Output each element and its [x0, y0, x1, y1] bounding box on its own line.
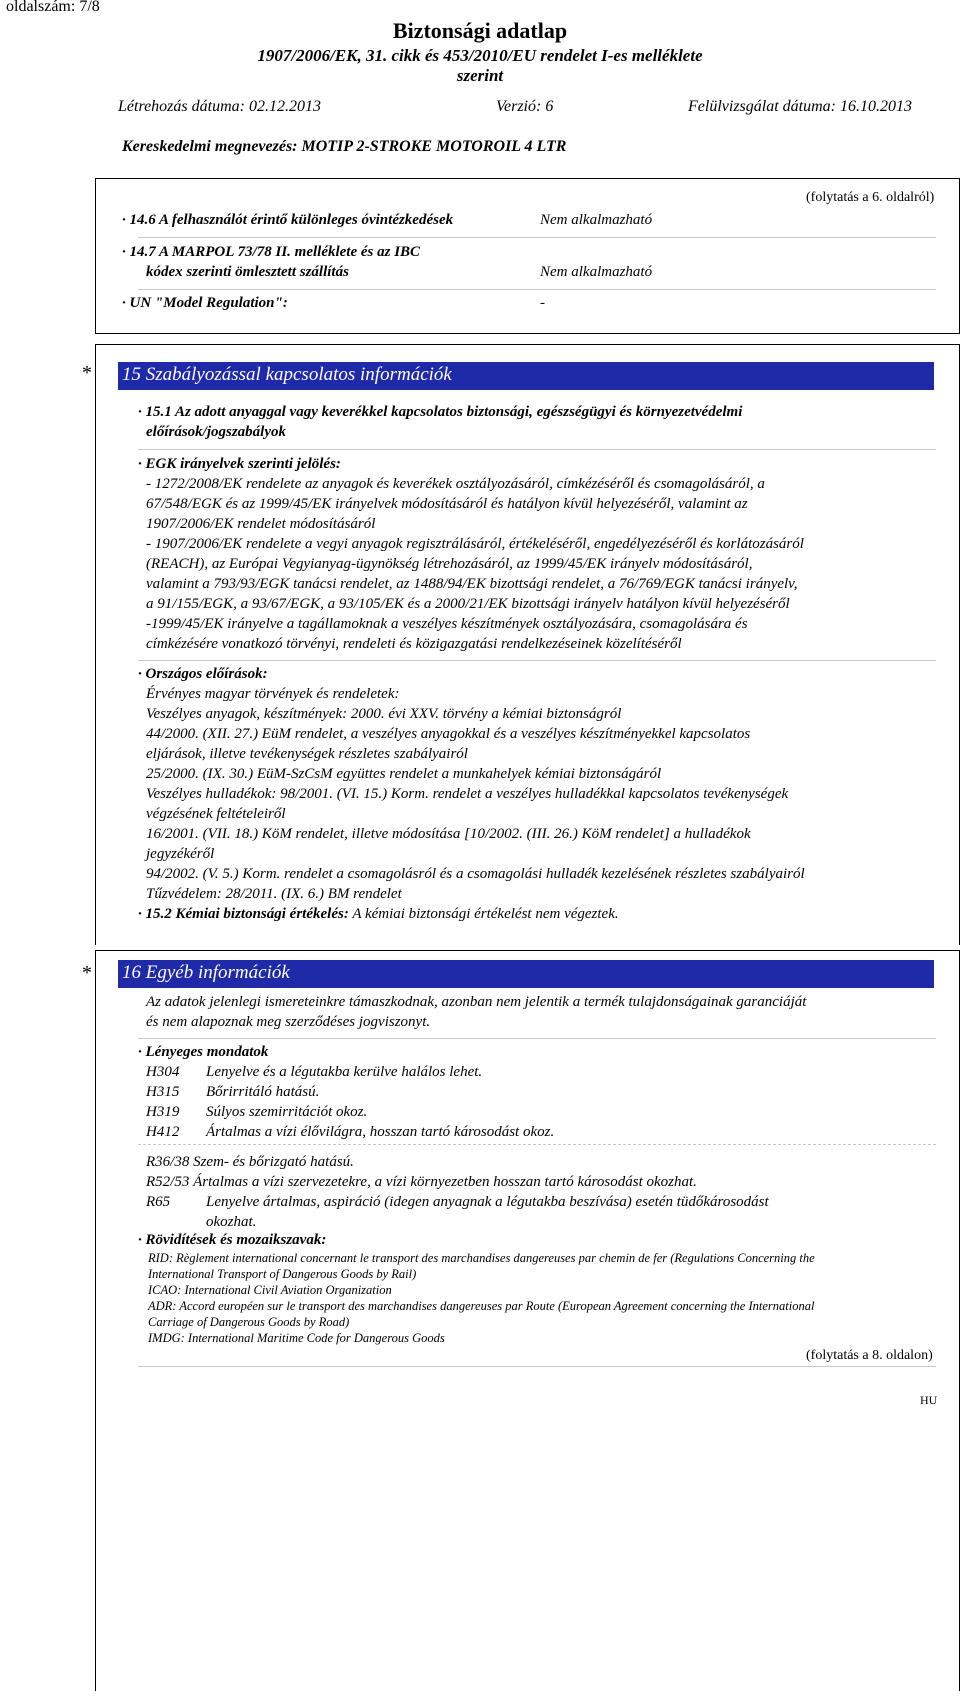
- changed-marker: *: [82, 962, 92, 984]
- phrase-code: H304: [146, 1064, 180, 1080]
- phrase-text: Bőrirritáló hatású.: [206, 1084, 320, 1100]
- divider: [138, 1038, 936, 1039]
- national-line: 25/2000. (IX. 30.) EüM-SzCsM együttes rendelet a munkahelyek kémiai biztonságáról: [146, 766, 662, 782]
- relevant-phrases-label: · Lényeges mondatok: [138, 1044, 269, 1060]
- national-regs-label: · Országos előírások:: [138, 666, 268, 682]
- row-14-7-label-2: kódex szerinti ömlesztett szállítás: [146, 264, 349, 280]
- national-line: Veszélyes anyagok, készítmények: 2000. évi XXV. törvény a kémiai biztonságról: [146, 706, 622, 722]
- divider: [138, 660, 936, 661]
- intro-line: Az adatok jelenlegi ismereteinkre támaszkodnak, azonban nem jelentik a termék tulajdonságainak garanciáját: [146, 994, 807, 1010]
- divider: [138, 289, 936, 290]
- r65-code: R65: [146, 1194, 171, 1210]
- r-phrase: R52/53 Ártalmas a vízi szervezetekre, a vízi környezetben hosszan tartó károsodást okozhat.: [146, 1174, 697, 1190]
- section16-heading-bar: [118, 960, 934, 988]
- version: Verzió: 6: [496, 98, 554, 115]
- national-line: eljárások, illetve tevékenységek részletes szabályairól: [146, 746, 468, 762]
- national-line: 44/2000. (XII. 27.) EüM rendelet, a veszélyes anyagokkal és a veszélyes készítményekkel kapcsolatos: [146, 726, 751, 742]
- divider: [138, 449, 936, 450]
- r65-text: okozhat.: [206, 1214, 257, 1230]
- r65-text: Lenyelve ártalmas, aspiráció (idegen anyagnak a légutakba beszívása) esetén tüdőkárosodást: [206, 1194, 769, 1210]
- document-title: Biztonsági adatlap: [392, 18, 568, 43]
- intro-line: és nem alapoznak meg szerződéses jogviszonyt.: [146, 1014, 431, 1030]
- phrase-text: Súlyos szemirritációt okoz.: [206, 1104, 368, 1120]
- eu-line: címkézésére vonatkozó törvényi, rendeleti és közigazgatási rendelkezéseinek közelítéséről: [146, 636, 682, 652]
- abbr-line: RID: Règlement international concernant le transport des marchandises dangereuses par chemin de fer (Regulations Concerning the: [148, 1251, 815, 1265]
- phrase-text: Ártalmas a vízi élővilágra, hosszan tartó károsodást okoz.: [206, 1124, 555, 1140]
- chemical-safety-row: [138, 906, 619, 923]
- national-line: Tűzvédelem: 28/2011. (IX. 6.) BM rendelet: [146, 886, 402, 902]
- eu-line: a 91/155/EGK, a 93/67/EGK, a 93/105/EK és a 2000/21/EK bizottsági irányelv hatályon kívül helyezéséről: [146, 596, 790, 612]
- row-14-6-value: Nem alkalmazható: [540, 212, 653, 228]
- row-14-6-label: [122, 212, 453, 229]
- abbr-line: ICAO: International Civil Aviation Organization: [148, 1283, 392, 1297]
- created-date: Létrehozás dátuma: 02.12.2013: [118, 98, 321, 115]
- section15-heading: 15 Szabályozással kapcsolatos információk: [122, 364, 452, 385]
- eu-line: 1907/2006/EK rendelet módosításáról: [146, 516, 376, 532]
- phrase-text: Lenyelve és a légutakba kerülve halálos lehet.: [206, 1064, 483, 1080]
- r-phrase: R36/38 Szem- és bőrizgató hatású.: [146, 1154, 354, 1170]
- language-code: HU: [920, 1393, 938, 1407]
- national-line: 16/2001. (VII. 18.) KöM rendelet, illetve módosítása [10/2002. (III. 26.) KöM rendelet] a hulladékok: [146, 826, 751, 842]
- row-14-7-label-1: · 14.7 A MARPOL 73/78 II. melléklete és az IBC: [122, 244, 421, 260]
- section15-heading-bar: [118, 362, 934, 390]
- un-model-value: -: [540, 295, 545, 311]
- national-line: Veszélyes hulladékok: 98/2001. (VI. 15.) Korm. rendelet a veszélyes hulladékkal kapcsolatos tevékenységek: [146, 786, 789, 802]
- national-line: Érvényes magyar törvények és rendeletek:: [146, 686, 400, 702]
- eu-line: 67/548/EGK és az 1999/45/EK irányelvek módosításáról és hatályon kívül helyezéséről, valamint az: [146, 496, 748, 512]
- regulation-according: szerint: [456, 66, 504, 85]
- s151-heading-1: · 15.1 Az adott anyaggal vagy keverékkel kapcsolatos biztonsági, egészségügyi és környezetvédelmi: [138, 404, 743, 420]
- phrase-code: H319: [146, 1104, 180, 1120]
- continued-from: (folytatás a 6. oldalról): [806, 190, 935, 205]
- regulation-subtitle: 1907/2006/EK, 31. cikk és 453/2010/EU rendelet I-es melléklete: [257, 46, 703, 65]
- eu-line: -1999/45/EK irányelve a tagállamoknak a veszélyes készítmények osztályozására, csomagolására és: [146, 616, 748, 632]
- eu-line: - 1907/2006/EK rendelete a vegyi anyagok regisztrálásáról, értékeléséről, engedélyezéséről és korlátozásáról: [146, 536, 804, 552]
- eu-line: valamint a 793/93/EGK tanácsi rendelet, az 1488/94/EK bizottsági rendelet, a 76/769/EGK tanácsi irányelv,: [146, 576, 798, 592]
- trade-name: Kereskedelmi megnevezés: MOTIP 2-STROKE MOTOROIL 4 LTR: [122, 138, 567, 155]
- abbr-line: ADR: Accord européen sur le transport des marchandises dangereuses par Route (European Agreement concerning the International: [148, 1299, 815, 1313]
- section16-heading: 16 Egyéb információk: [122, 962, 290, 983]
- un-model-label: · UN "Model Regulation":: [122, 295, 288, 311]
- dashed-divider: [138, 1144, 936, 1145]
- row-14-7-value: Nem alkalmazható: [540, 264, 653, 280]
- abbreviations-label: · Rövidítések és mozaikszavak:: [138, 1232, 327, 1248]
- s151-heading-2: előírások/jogszabályok: [146, 424, 287, 440]
- revision-date: Felülvizsgálat dátuma: 16.10.2013: [688, 98, 912, 115]
- row-14-6-text: · 14.6 A felhasználót érintő különleges óvintézkedések: [122, 212, 454, 228]
- abbr-line: Carriage of Dangerous Goods by Road): [148, 1315, 350, 1329]
- divider: [138, 1366, 936, 1367]
- continued-to: (folytatás a 8. oldalon): [806, 1348, 933, 1363]
- national-line: végzésének feltételeiről: [146, 806, 286, 822]
- phrase-code: H412: [146, 1124, 180, 1140]
- s152-label: · 15.2 Kémiai biztonsági értékelés:: [138, 906, 349, 922]
- page-number: oldalszám: 7/8: [6, 0, 100, 15]
- phrase-code: H315: [146, 1084, 180, 1100]
- eu-directives-label: · EGK irányelvek szerinti jelölés:: [138, 456, 341, 472]
- abbr-line: IMDG: International Maritime Code for Dangerous Goods: [148, 1331, 445, 1345]
- changed-marker: *: [82, 362, 92, 384]
- s152-value: A kémiai biztonsági értékelést nem végeztek.: [352, 906, 619, 922]
- eu-line: - 1272/2008/EK rendelete az anyagok és keverékek osztályozásáról, címkézéséről és csomagolásáról, a: [146, 476, 765, 492]
- national-line: 94/2002. (V. 5.) Korm. rendelet a csomagolásról és a csomagolási hulladék kezelésének részletes szabályairól: [146, 866, 805, 882]
- eu-line: (REACH), az Európai Vegyianyag-ügynökség létrehozásáról, az 1999/45/EK irányelv módosításáról,: [146, 556, 753, 572]
- abbr-line: International Transport of Dangerous Goods by Rail): [148, 1267, 417, 1281]
- national-line: jegyzékéről: [146, 846, 215, 862]
- divider: [138, 237, 936, 238]
